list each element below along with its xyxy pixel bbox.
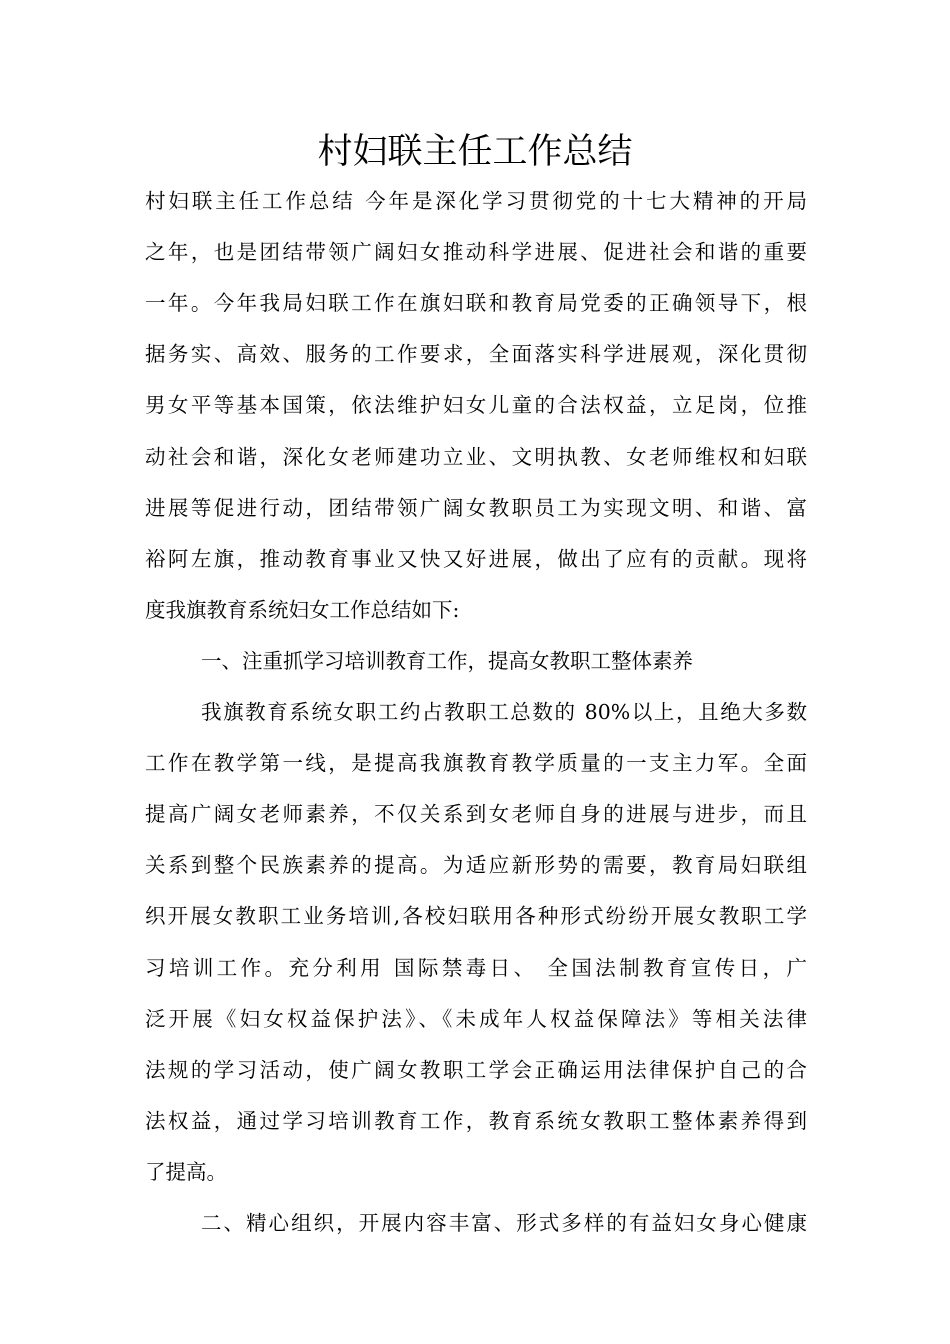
body-line: 之年，也是团结带领广阔妇女推动科学进展、促进社会和谐的重要 [145,240,807,265]
body-line: 法规的学习活动，使广阔女教职工学会正确运用法律保护自己的合 [145,1057,807,1082]
body-line: 村妇联主任工作总结 今年是深化学习贯彻党的十七大精神的开局 [145,189,807,213]
body-line: 男女平等基本国策，依法维护妇女儿童的合法权益，立足岗，位推 [145,393,807,418]
body-line: 我旗教育系统女职工约占教职工总数的 80%以上，且绝大多数 [201,700,807,724]
body-line: 提高广阔女老师素养，不仅关系到女老师自身的进展与进步，而且 [145,802,807,827]
body-line: 动社会和谐，深化女老师建功立业、文明执教、女老师维权和妇联 [145,444,807,469]
body-line: 裕阿左旗，推动教育事业又快又好进展，做出了应有的贡献。现将 [145,546,807,571]
body-line: 一年。今年我局妇联工作在旗妇联和教育局党委的正确领导下，根 [145,291,807,316]
body-line: 习培训工作。充分利用 国际禁毒日、 全国法制教育宣传日，广 [145,955,807,980]
body-line: 关系到整个民族素养的提高。为适应新形势的需要，教育局妇联组 [145,853,807,878]
body-line: 法权益，通过学习培训教育工作，教育系统女教职工整体素养得到 [145,1108,807,1133]
body-line: 二、精心组织，开展内容丰富、形式多样的有益妇女身心健康 [201,1211,807,1235]
body-line: 泛开展《妇女权益保护法》、《未成年人权益保障法》等相关法律 [145,1006,807,1031]
body-line: 进展等促进行动，团结带领广阔女教职员工为实现文明、和谐、富 [145,495,807,520]
body-line: 了提高。 [145,1159,227,1184]
body-line: 工作在教学第一线，是提高我旗教育教学质量的一支主力军。全面 [145,751,807,776]
body-line: 据务实、高效、服务的工作要求，全面落实科学进展观，深化贯彻 [145,342,807,367]
body-line: 织开展女教职工业务培训,各校妇联用各种形式纷纷开展女教职工学 [145,904,807,929]
body-line: 度我旗教育系统妇女工作总结如下: [145,597,460,622]
body-line: 一、注重抓学习培训教育工作，提高女教职工整体素养 [201,648,693,673]
document-title: 村妇联主任工作总结 [317,132,633,172]
